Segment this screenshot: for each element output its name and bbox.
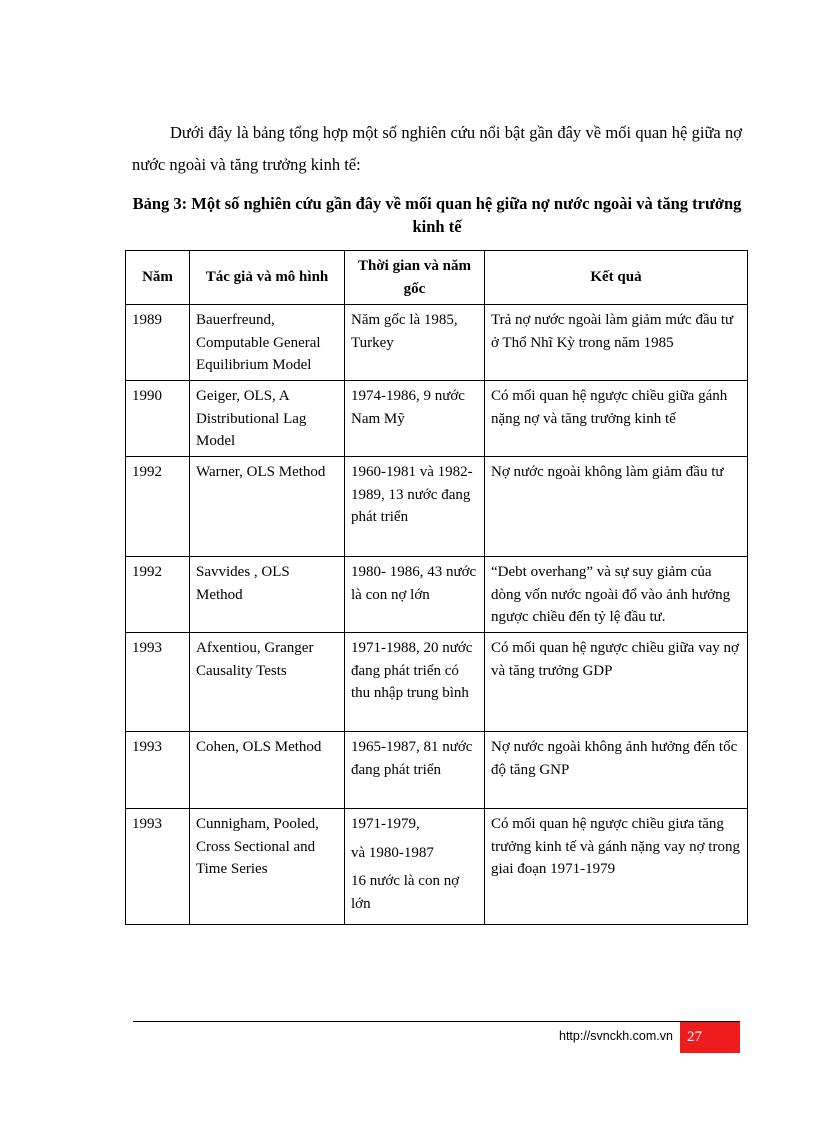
header-year: Năm: [126, 251, 190, 305]
period-line: 1974-1986, 9 nước Nam Mỹ: [351, 388, 465, 427]
period-line: Năm gốc là 1985, Turkey: [351, 312, 458, 351]
cell-year: 1992: [126, 557, 190, 633]
cell-year: 1992: [126, 457, 190, 557]
table-row: [126, 633, 748, 732]
table-row: [126, 557, 748, 633]
footer-url: http://svnckh.com.vn: [559, 1029, 673, 1043]
cell-period: [345, 305, 485, 381]
cell-period: [345, 809, 485, 925]
table-row: [126, 732, 748, 809]
cell-year: 1993: [126, 809, 190, 925]
cell-period: [345, 457, 485, 557]
period-line: 1965-1987, 81 nước đang phát triển: [351, 739, 473, 778]
cell-result: “Debt overhang” và sự suy giảm của dòng vốn nước ngoài đổ vào ảnh hưởng ngược chiều đến tỷ lệ đầu tư.: [485, 557, 748, 633]
cell-period: [345, 633, 485, 732]
cell-period: [345, 381, 485, 457]
cell-period: [345, 732, 485, 809]
cell-period: [345, 557, 485, 633]
header-result: Kết quả: [485, 251, 748, 305]
period-line: 1971-1988, 20 nước đang phát triển có thu nhập trung bình: [351, 640, 473, 701]
period-line: và 1980-1987: [351, 844, 434, 861]
table-row: [126, 305, 748, 381]
table-row: [126, 457, 748, 557]
cell-author: Bauerfreund, Computable General Equilibrium Model: [190, 305, 345, 381]
cell-author: Savvides , OLS Method: [190, 557, 345, 633]
cell-author: Warner, OLS Method: [190, 457, 345, 557]
page-number: 27: [680, 1022, 740, 1053]
cell-year: 1990: [126, 381, 190, 457]
period-line: 1960-1981 và 1982-1989, 13 nước đang phát triển: [351, 464, 473, 525]
cell-author: Cunnigham, Pooled, Cross Sectional and Time Series: [190, 809, 345, 925]
cell-year: 1993: [126, 633, 190, 732]
cell-author: Geiger, OLS, A Distributional Lag Model: [190, 381, 345, 457]
cell-year: 1989: [126, 305, 190, 381]
table-caption: Bảng 3: Một số nghiên cứu gần đây về mối quan hệ giữa nợ nước ngoài và tăng trưởng kinh tế: [132, 194, 742, 236]
table-row: [126, 381, 748, 457]
cell-result: Nợ nước ngoài không ảnh hưởng đến tốc độ tăng GNP: [485, 732, 748, 809]
cell-author: Cohen, OLS Method: [190, 732, 345, 809]
cell-result: Có mối quan hệ ngược chiều giưa tăng trưởng kinh tế và gánh nặng vay nợ trong giai đoạn 1971-1979: [485, 809, 748, 925]
period-line: 16 nước là con nợ lớn: [351, 873, 460, 912]
cell-result: Có mối quan hệ ngược chiều giữa vay nợ và tăng trưởng GDP: [485, 633, 748, 732]
cell-result: Có mối quan hệ ngược chiều giữa gánh nặng nợ và tăng trưởng kinh tế: [485, 381, 748, 457]
cell-author: Afxentiou, Granger Causality Tests: [190, 633, 345, 732]
footer-divider: [133, 1021, 740, 1022]
period-line: 1971-1979,: [351, 816, 420, 832]
cell-year: 1993: [126, 732, 190, 809]
studies-table: [125, 250, 748, 925]
period-line: 1980- 1986, 43 nước là con nợ lớn: [351, 564, 477, 603]
header-author-model: Tác giả và mô hình: [190, 251, 345, 305]
cell-result: Trả nợ nước ngoài làm giảm mức đầu tư ở Thổ Nhĩ Kỳ trong năm 1985: [485, 305, 748, 381]
header-period-base-year: Thời gian và năm gốc: [345, 251, 485, 305]
intro-paragraph: Dưới đây là bảng tổng hợp một số nghiên cứu nổi bật gần đây về mối quan hệ giữa nợ nước ngoài và tăng trưởng kinh tế:: [132, 123, 742, 174]
cell-result: Nợ nước ngoài không làm giảm đầu tư: [485, 457, 748, 557]
table-header-row: [126, 251, 748, 305]
table-row: [126, 809, 748, 925]
